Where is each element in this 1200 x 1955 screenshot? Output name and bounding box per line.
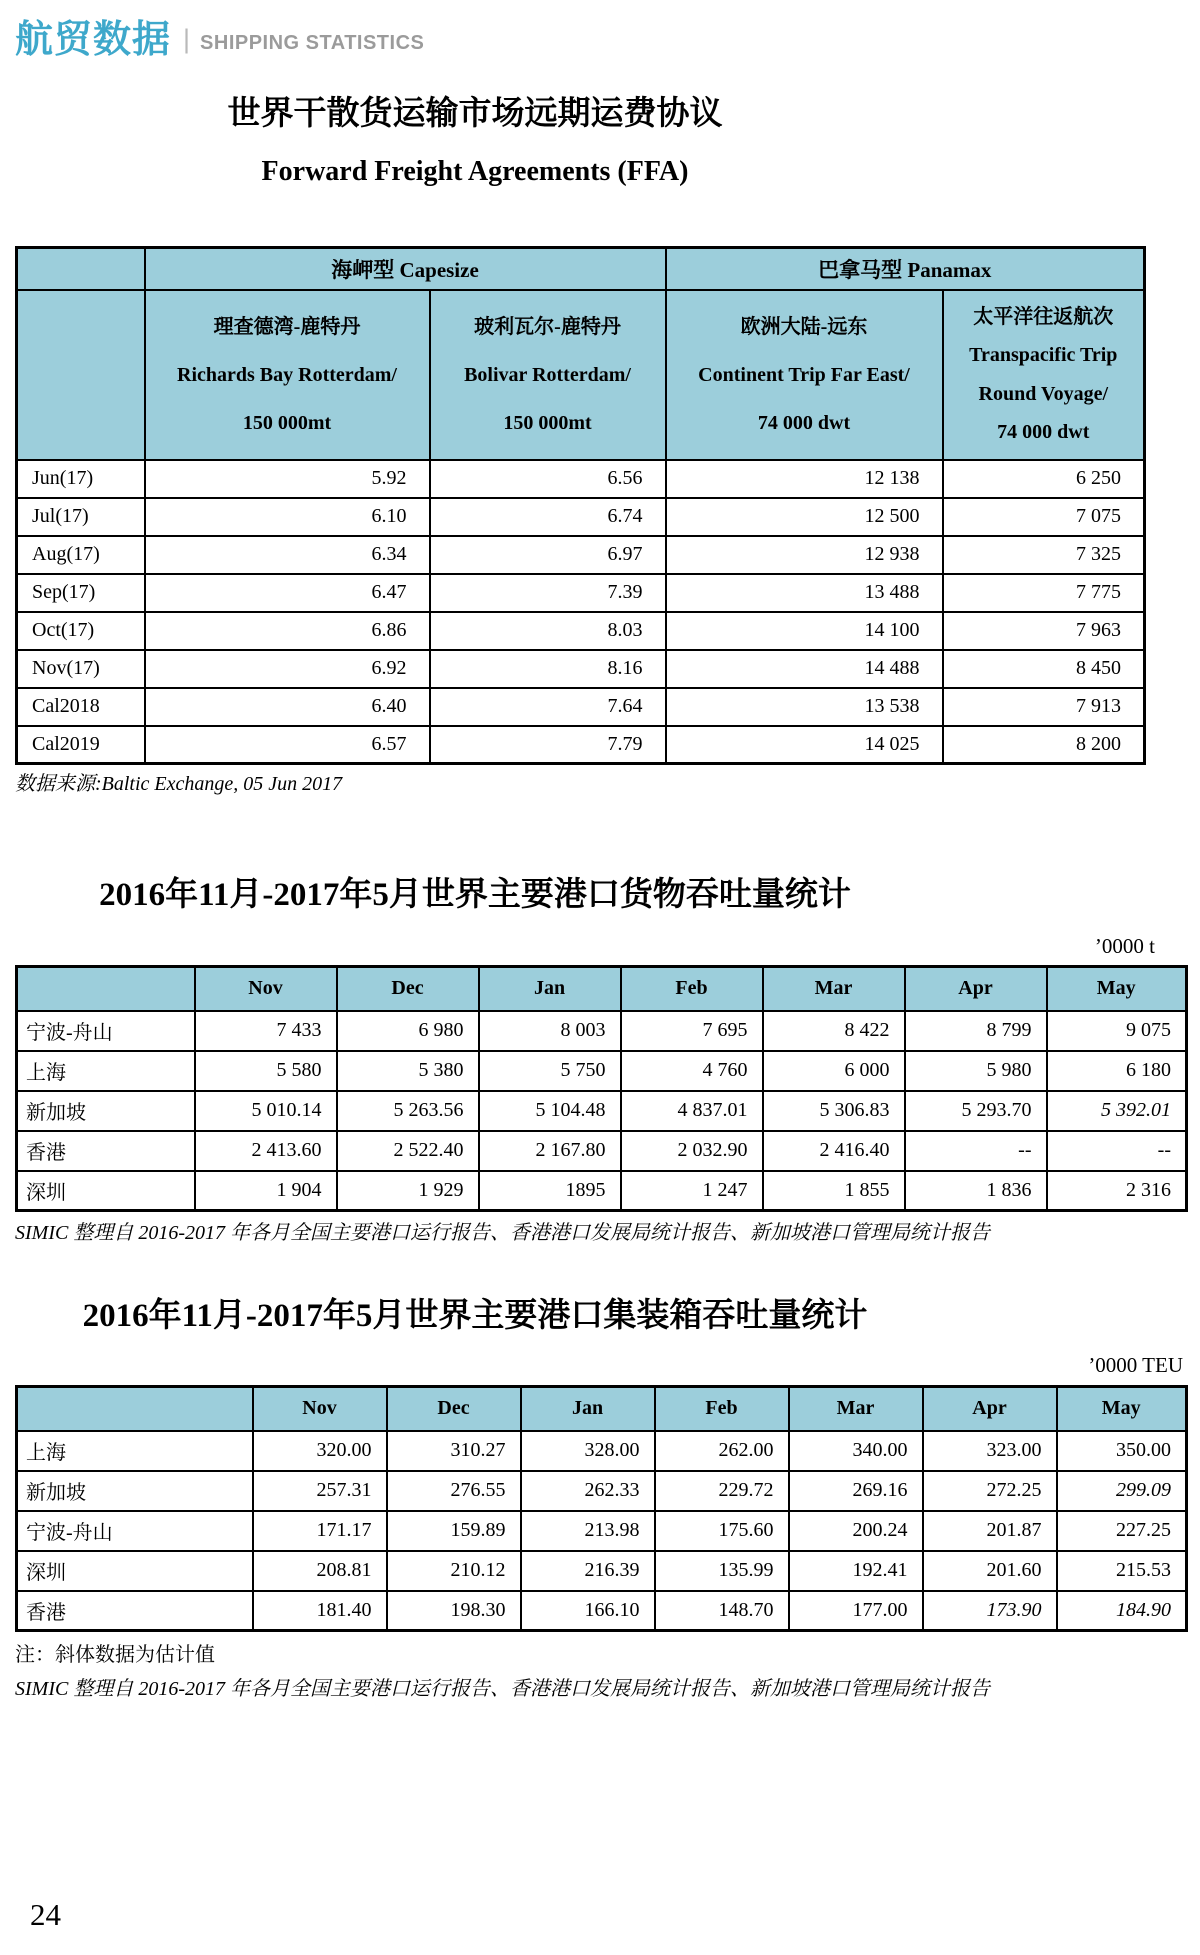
- month-header: May: [1057, 1387, 1187, 1431]
- container-value: 257.31: [253, 1471, 387, 1511]
- ffa-row: [17, 460, 1145, 498]
- cargo-value: 9 075: [1047, 1011, 1187, 1051]
- port-label: 宁波-舟山: [17, 1511, 253, 1551]
- ffa-value: 7 913: [943, 688, 1145, 726]
- container-value: 216.39: [521, 1551, 655, 1591]
- route-name-cn: 玻利瓦尔-鹿特丹: [474, 315, 621, 338]
- container-value: 262.00: [655, 1431, 789, 1471]
- container-month-header-row: [17, 1387, 1187, 1431]
- container-row: [17, 1431, 1187, 1471]
- ffa-value: 6.56: [430, 460, 666, 498]
- cargo-row: [17, 1091, 1187, 1131]
- container-value: 198.30: [387, 1591, 521, 1631]
- ffa-group-capesize: 海岬型 Capesize: [145, 248, 666, 290]
- ffa-value: 14 025: [666, 726, 943, 764]
- period-label: Jul(17): [17, 498, 145, 536]
- ffa-title-block: [15, 94, 935, 190]
- ffa-value: 7 963: [943, 612, 1145, 650]
- page-header: [15, 14, 1185, 64]
- ffa-value: 5.92: [145, 460, 430, 498]
- container-value: 229.72: [655, 1471, 789, 1511]
- cargo-row: [17, 1011, 1187, 1051]
- container-value: 350.00: [1057, 1431, 1187, 1471]
- ffa-value: 12 500: [666, 498, 943, 536]
- ffa-route-bolivar: [430, 290, 666, 460]
- month-header: Mar: [763, 967, 905, 1011]
- container-source-note: SIMIC 整理自 2016-2017 年各月全国主要港口运行报告、香港港口发展局统计报告、新加坡港口管理局统计报告: [15, 1678, 990, 1700]
- ffa-row: [17, 688, 1145, 726]
- cargo-value: 6 980: [337, 1011, 479, 1051]
- route-tonnage: 150 000mt: [242, 411, 332, 434]
- cargo-value: 5 104.48: [479, 1091, 621, 1131]
- month-header: Apr: [905, 967, 1047, 1011]
- cargo-blank-cell: [17, 967, 195, 1011]
- ffa-route-transpacific: [943, 290, 1145, 460]
- route-tonnage: 74 000 dwt: [997, 421, 1090, 444]
- route-name-en: Richards Bay Rotterdam/: [177, 363, 397, 386]
- container-value: 201.60: [923, 1551, 1057, 1591]
- ffa-blank-cell: [17, 248, 145, 290]
- cargo-value: 8 799: [905, 1011, 1047, 1051]
- ffa-row: [17, 650, 1145, 688]
- page-number: 24: [30, 1897, 61, 1932]
- ffa-value: 6.47: [145, 574, 430, 612]
- port-label: 上海: [17, 1051, 195, 1091]
- port-label: 香港: [17, 1591, 253, 1631]
- ffa-row: [17, 498, 1145, 536]
- cargo-value: 1 855: [763, 1171, 905, 1211]
- cargo-source-note: SIMIC 整理自 2016-2017 年各月全国主要港口运行报告、香港港口发展局统计报告、新加坡港口管理局统计报告: [15, 1222, 990, 1244]
- period-label: Aug(17): [17, 536, 145, 574]
- ffa-value: 7 775: [943, 574, 1145, 612]
- italic-estimate-note: 注：斜体数据为估计值: [15, 1644, 215, 1666]
- container-value: 200.24: [789, 1511, 923, 1551]
- ffa-value: 7 325: [943, 536, 1145, 574]
- container-value: 227.25: [1057, 1511, 1187, 1551]
- ffa-blank-cell: [17, 290, 145, 460]
- container-value-estimated: 184.90: [1057, 1591, 1187, 1631]
- brand-logo-cn: 航贸数据: [15, 17, 172, 61]
- container-unit-label: ’0000 TEU: [1088, 1353, 1183, 1377]
- cargo-value: 5 263.56: [337, 1091, 479, 1131]
- container-value: 269.16: [789, 1471, 923, 1511]
- cargo-value: 5 380: [337, 1051, 479, 1091]
- ffa-value: 6.40: [145, 688, 430, 726]
- period-label: Sep(17): [17, 574, 145, 612]
- ffa-value: 6.34: [145, 536, 430, 574]
- cargo-value: 4 837.01: [621, 1091, 763, 1131]
- ffa-value: 6.86: [145, 612, 430, 650]
- ffa-value: 12 938: [666, 536, 943, 574]
- container-table: [15, 1385, 1188, 1632]
- ffa-value: 8 450: [943, 650, 1145, 688]
- route-name-cn: 理查德湾-鹿特丹: [213, 315, 361, 338]
- container-value: 276.55: [387, 1471, 521, 1511]
- container-value: 320.00: [253, 1431, 387, 1471]
- cargo-value: 5 306.83: [763, 1091, 905, 1131]
- cargo-value: 7 695: [621, 1011, 763, 1051]
- cargo-value: 5 580: [195, 1051, 337, 1091]
- cargo-value: 8 422: [763, 1011, 905, 1051]
- container-row: [17, 1551, 1187, 1591]
- ffa-route-header-row: [17, 290, 1145, 460]
- container-value: 328.00: [521, 1431, 655, 1471]
- route-name-en: Round Voyage/: [978, 382, 1109, 405]
- port-label: 香港: [17, 1131, 195, 1171]
- cargo-value: 2 413.60: [195, 1131, 337, 1171]
- container-value: 213.98: [521, 1511, 655, 1551]
- cargo-value: 2 167.80: [479, 1131, 621, 1171]
- ffa-row: [17, 536, 1145, 574]
- container-row: [17, 1591, 1187, 1631]
- cargo-value: --: [1047, 1131, 1187, 1171]
- cargo-value-estimated: 5 392.01: [1047, 1091, 1187, 1131]
- cargo-value: 2 416.40: [763, 1131, 905, 1171]
- container-value: 215.53: [1057, 1551, 1187, 1591]
- period-label: Cal2019: [17, 726, 145, 764]
- month-header: Jan: [479, 967, 621, 1011]
- ffa-value: 13 538: [666, 688, 943, 726]
- ffa-value: 6.97: [430, 536, 666, 574]
- container-value: 310.27: [387, 1431, 521, 1471]
- cargo-value: 8 003: [479, 1011, 621, 1051]
- cargo-title-block: [15, 873, 935, 917]
- ffa-value: 7.79: [430, 726, 666, 764]
- container-value: 262.33: [521, 1471, 655, 1511]
- container-title-block: [15, 1294, 935, 1338]
- container-row: [17, 1471, 1187, 1511]
- cargo-value: 5 293.70: [905, 1091, 1047, 1131]
- container-value: 323.00: [923, 1431, 1057, 1471]
- cargo-value: 5 010.14: [195, 1091, 337, 1131]
- ffa-row: [17, 574, 1145, 612]
- container-value: 166.10: [521, 1591, 655, 1631]
- container-section-title: 2016年11月-2017年5月世界主要港口集装箱吞吐量统计: [82, 1298, 868, 1334]
- container-blank-cell: [17, 1387, 253, 1431]
- brand-divider: |: [183, 23, 191, 54]
- cargo-value: 6 000: [763, 1051, 905, 1091]
- ffa-value: 13 488: [666, 574, 943, 612]
- cargo-value: 1 836: [905, 1171, 1047, 1211]
- month-header: Dec: [337, 967, 479, 1011]
- ffa-value: 7.64: [430, 688, 666, 726]
- cargo-unit-label: ’0000 t: [1094, 934, 1155, 958]
- ffa-value: 14 100: [666, 612, 943, 650]
- container-value: 181.40: [253, 1591, 387, 1631]
- ffa-table: [15, 246, 1146, 765]
- port-label: 上海: [17, 1431, 253, 1471]
- cargo-value: 4 760: [621, 1051, 763, 1091]
- port-label: 深圳: [17, 1551, 253, 1591]
- ffa-group-panamax: 巴拿马型 Panamax: [666, 248, 1145, 290]
- cargo-value: 2 032.90: [621, 1131, 763, 1171]
- ffa-value: 7 075: [943, 498, 1145, 536]
- cargo-value: 2 316: [1047, 1171, 1187, 1211]
- cargo-row: [17, 1171, 1187, 1211]
- month-header: Feb: [621, 967, 763, 1011]
- cargo-value: 2 522.40: [337, 1131, 479, 1171]
- cargo-row: [17, 1131, 1187, 1171]
- cargo-value: 1 247: [621, 1171, 763, 1211]
- container-value: 177.00: [789, 1591, 923, 1631]
- month-header: Dec: [387, 1387, 521, 1431]
- month-header: Mar: [789, 1387, 923, 1431]
- month-header: Jan: [521, 1387, 655, 1431]
- cargo-value: --: [905, 1131, 1047, 1171]
- port-label: 新加坡: [17, 1091, 195, 1131]
- ffa-value: 7.39: [430, 574, 666, 612]
- period-label: Jun(17): [17, 460, 145, 498]
- container-value: 201.87: [923, 1511, 1057, 1551]
- cargo-value: 1 904: [195, 1171, 337, 1211]
- ffa-title-chinese: 世界干散货运输市场远期运费协议: [227, 96, 723, 132]
- cargo-value: 5 980: [905, 1051, 1047, 1091]
- ffa-route-continent: [666, 290, 943, 460]
- brand-subtitle-en: SHIPPING STATISTICS: [200, 31, 425, 54]
- ffa-value: 8 200: [943, 726, 1145, 764]
- route-name-en: Continent Trip Far East/: [698, 363, 910, 386]
- month-header: Nov: [253, 1387, 387, 1431]
- ffa-value: 6.10: [145, 498, 430, 536]
- cargo-table: [15, 965, 1188, 1212]
- container-value: 148.70: [655, 1591, 789, 1631]
- ffa-value: 6 250: [943, 460, 1145, 498]
- period-label: Nov(17): [17, 650, 145, 688]
- ffa-value: 6.74: [430, 498, 666, 536]
- container-value-estimated: 299.09: [1057, 1471, 1187, 1511]
- route-name-en: Transpacific Trip: [969, 344, 1118, 367]
- cargo-section-title: 2016年11月-2017年5月世界主要港口货物吞吐量统计: [99, 877, 851, 913]
- route-name-cn: 欧洲大陆-远东: [740, 315, 868, 338]
- month-header: May: [1047, 967, 1187, 1011]
- ffa-value: 6.92: [145, 650, 430, 688]
- container-value: 175.60: [655, 1511, 789, 1551]
- cargo-month-header-row: [17, 967, 1187, 1011]
- route-name-en: Bolivar Rotterdam/: [464, 363, 631, 386]
- month-header: Apr: [923, 1387, 1057, 1431]
- ffa-value: 12 138: [666, 460, 943, 498]
- ffa-route-richards-bay: [145, 290, 430, 460]
- month-header: Nov: [195, 967, 337, 1011]
- ffa-source-note: 数据来源:Baltic Exchange, 05 Jun 2017: [15, 773, 343, 795]
- ffa-row: [17, 612, 1145, 650]
- cargo-value: 6 180: [1047, 1051, 1187, 1091]
- ffa-value: 8.16: [430, 650, 666, 688]
- ffa-value: 14 488: [666, 650, 943, 688]
- route-tonnage: 150 000mt: [503, 411, 592, 434]
- port-label: 深圳: [17, 1171, 195, 1211]
- container-value: 135.99: [655, 1551, 789, 1591]
- cargo-value: 7 433: [195, 1011, 337, 1051]
- period-label: Cal2018: [17, 688, 145, 726]
- port-label: 宁波-舟山: [17, 1011, 195, 1051]
- ffa-row: [17, 726, 1145, 764]
- ffa-value: 8.03: [430, 612, 666, 650]
- cargo-value: 1895: [479, 1171, 621, 1211]
- cargo-value: 1 929: [337, 1171, 479, 1211]
- port-label: 新加坡: [17, 1471, 253, 1511]
- route-name-cn: 太平洋往返航次: [973, 305, 1114, 328]
- container-value: 208.81: [253, 1551, 387, 1591]
- route-tonnage: 74 000 dwt: [757, 411, 851, 434]
- month-header: Feb: [655, 1387, 789, 1431]
- container-value: 159.89: [387, 1511, 521, 1551]
- ffa-title-english: Forward Freight Agreements (FFA): [261, 156, 689, 187]
- ffa-group-header-row: [17, 248, 1145, 290]
- cargo-value: 5 750: [479, 1051, 621, 1091]
- container-value-estimated: 173.90: [923, 1591, 1057, 1631]
- container-value: 171.17: [253, 1511, 387, 1551]
- container-row: [17, 1511, 1187, 1551]
- period-label: Oct(17): [17, 612, 145, 650]
- container-value: 210.12: [387, 1551, 521, 1591]
- cargo-row: [17, 1051, 1187, 1091]
- container-value: 340.00: [789, 1431, 923, 1471]
- container-value: 192.41: [789, 1551, 923, 1591]
- ffa-value: 6.57: [145, 726, 430, 764]
- container-value: 272.25: [923, 1471, 1057, 1511]
